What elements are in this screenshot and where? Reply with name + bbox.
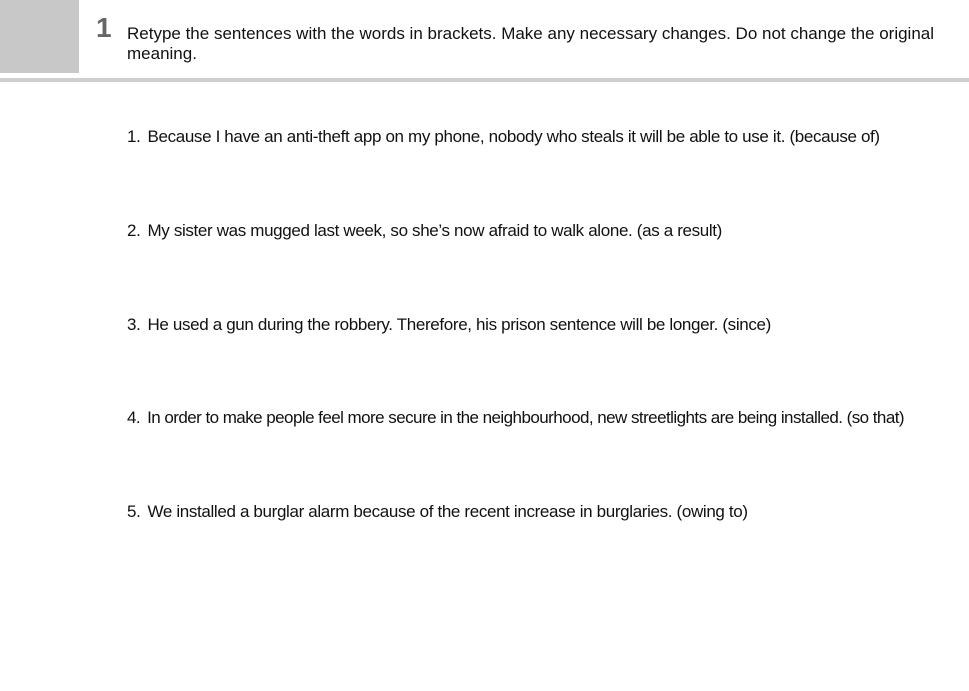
- sentence-text: My sister was mugged last week, so she’s now afraid to walk alone. (as a result): [147, 221, 722, 240]
- sentence-number: 1.: [127, 127, 141, 146]
- exercise-header: [0, 0, 969, 80]
- sentence-text: Because I have an anti-theft app on my phone, nobody who steals it will be able to use it. (because of): [147, 127, 880, 146]
- sentence-number: 5.: [127, 502, 141, 521]
- sentence-item: [127, 314, 967, 336]
- sentence-number: 3.: [127, 315, 141, 334]
- sentence-text: We installed a burglar alarm because of the recent increase in burglaries. (owing to): [147, 502, 748, 521]
- sentence-item: [127, 501, 967, 523]
- exercise-number: 1: [96, 12, 112, 43]
- sentence-item: [127, 220, 967, 242]
- sentence-item: [127, 126, 967, 148]
- header-divider: [0, 78, 969, 82]
- sentence-text: He used a gun during the robbery. Therefore, his prison sentence will be longer. (since): [147, 315, 771, 334]
- sentence-text: In order to make people feel more secure in the neighbourhood, new streetlights are being installed. (so that): [147, 408, 905, 427]
- sentence-number: 4.: [127, 408, 141, 427]
- exercise-instructions: Retype the sentences with the words in brackets. Make any necessary changes. Do not change the original meaning.: [127, 24, 935, 63]
- sentence-number: 2.: [127, 221, 141, 240]
- exercise-number-block: [0, 0, 79, 73]
- sentence-item: [127, 407, 967, 429]
